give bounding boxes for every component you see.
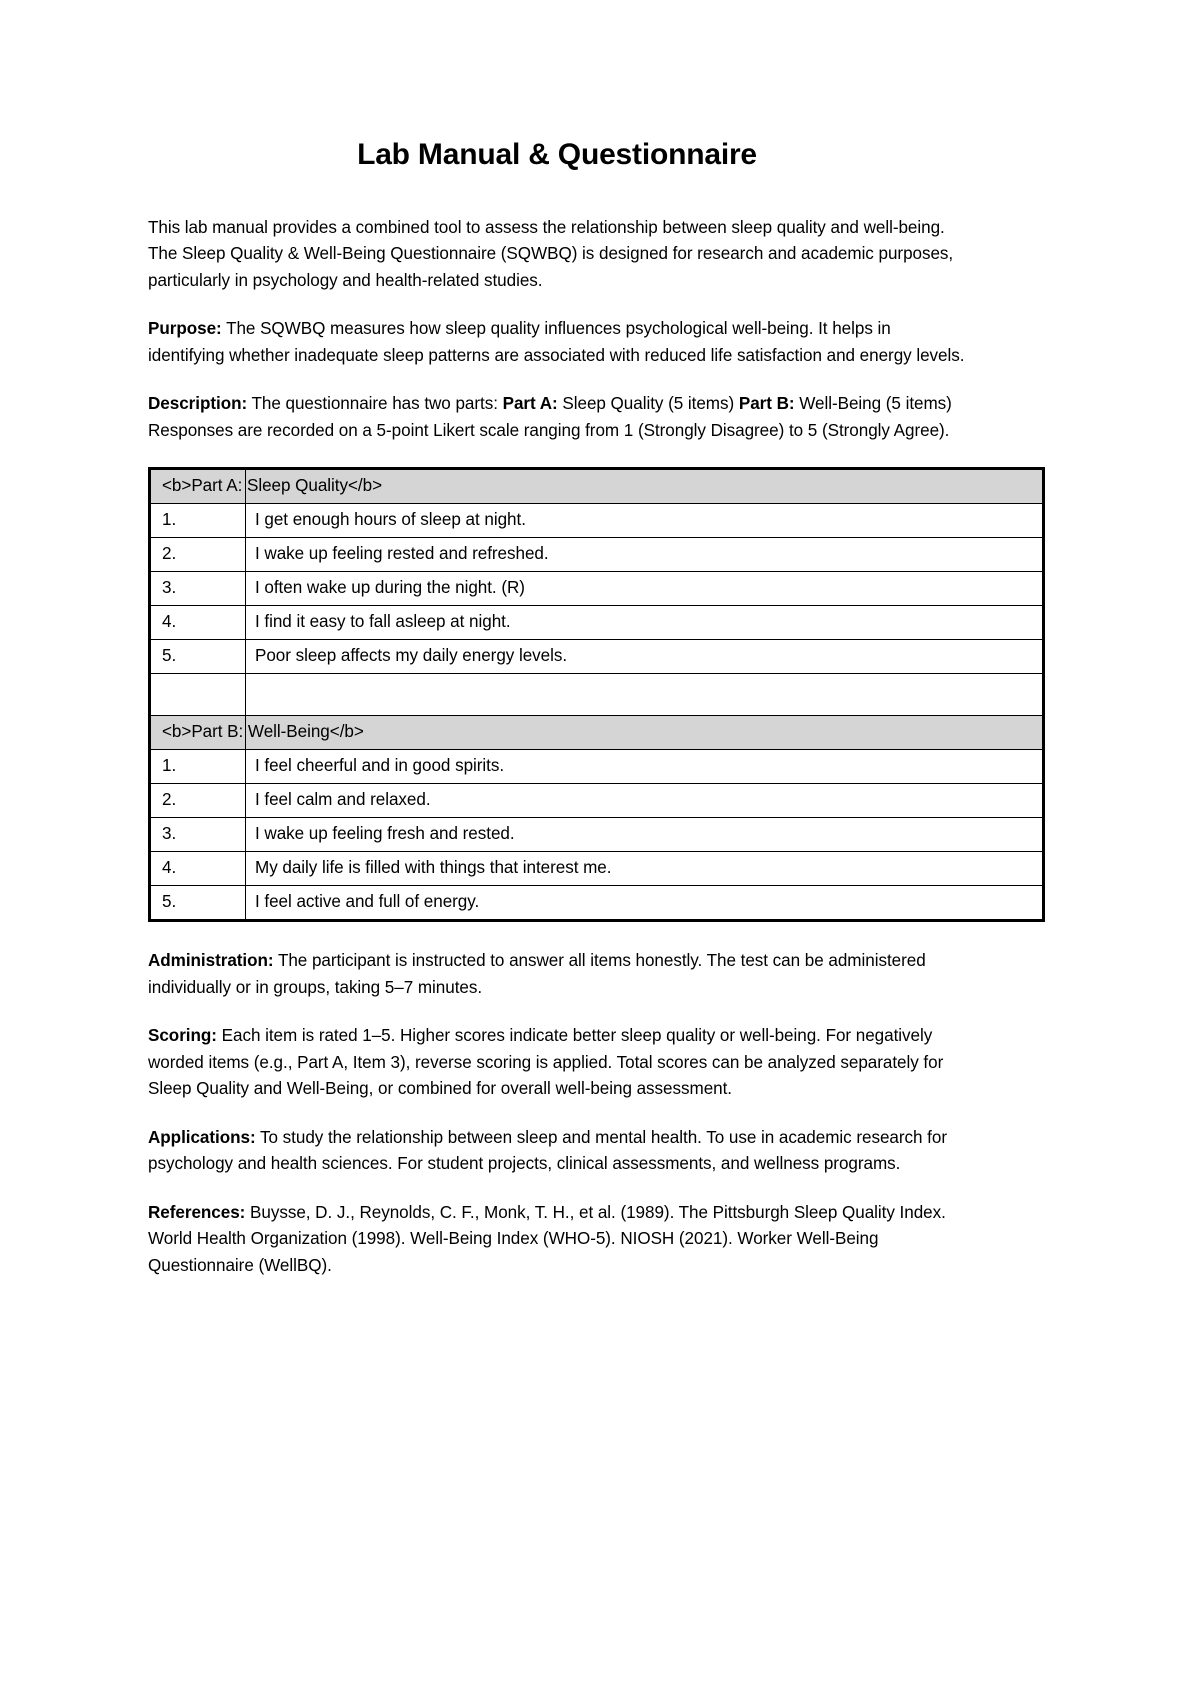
table-row	[150, 640, 1044, 674]
item-number: 3.	[150, 572, 246, 606]
item-text: I wake up feeling rested and refreshed.	[246, 538, 1044, 572]
table-row	[150, 886, 1044, 921]
table-row	[150, 606, 1044, 640]
intro-paragraph: This lab manual provides a combined tool to assess the relationship between sleep quality and well-being. The Sleep Quality & Well-Being Questionnaire (SQWBQ) is designed for research and academic purposes, particularly in psychology and health-related studies.	[148, 217, 954, 290]
item-text: Poor sleep affects my daily energy levels.	[246, 640, 1044, 674]
item-number: 5.	[150, 886, 246, 921]
questionnaire-table	[148, 467, 1045, 922]
item-number: 4.	[150, 606, 246, 640]
applications-paragraph	[148, 1125, 966, 1178]
description-text-1: The questionnaire has two parts:	[247, 394, 503, 413]
table-row	[150, 784, 1044, 818]
item-text: My daily life is filled with things that interest me.	[246, 852, 1044, 886]
item-number: 2.	[150, 784, 246, 818]
part-b-header-text: <b>Part B: Well-Being</b>	[162, 722, 364, 741]
document-body	[148, 138, 966, 1279]
references-paragraph	[148, 1200, 966, 1280]
part-a-inline-label: Part A:	[502, 394, 558, 413]
table-section-header-part-a	[150, 469, 1044, 504]
item-number: 5.	[150, 640, 246, 674]
purpose-paragraph	[148, 316, 966, 369]
item-number: 3.	[150, 818, 246, 852]
part-b-header-cell	[150, 716, 364, 750]
item-text: I wake up feeling fresh and rested.	[246, 818, 1044, 852]
table-row	[150, 750, 1044, 784]
item-text: I feel cheerful and in good spirits.	[246, 750, 1044, 784]
description-paragraph	[148, 391, 966, 444]
item-number: 4.	[150, 852, 246, 886]
table-row	[150, 818, 1044, 852]
administration-label: Administration:	[148, 951, 274, 970]
applications-text: To study the relationship between sleep and mental health. To use in academic research for psychology and health sciences. For student projects, clinical assessments, and wellness programs.	[148, 1127, 947, 1173]
item-text: I often wake up during the night. (R)	[246, 572, 1044, 606]
part-b-header-spill-cell	[246, 716, 1044, 750]
applications-label: Applications:	[148, 1127, 256, 1147]
item-text: I get enough hours of sleep at night.	[246, 504, 1044, 538]
page-title: Lab Manual & Questionnaire	[357, 138, 757, 171]
purpose-label: Purpose:	[148, 319, 222, 338]
administration-paragraph	[148, 948, 966, 1001]
table-row	[150, 572, 1044, 606]
table-spacer-row	[150, 674, 1044, 716]
table-row	[150, 504, 1044, 538]
item-text: I feel active and full of energy.	[246, 886, 1044, 921]
scoring-label: Scoring:	[148, 1026, 217, 1045]
part-a-header-cell	[150, 469, 383, 504]
part-a-header-text: <b>Part A: Sleep Quality</b>	[162, 476, 383, 495]
spacer-text-cell	[246, 674, 1044, 716]
item-number: 1.	[150, 504, 246, 538]
item-text: I find it easy to fall asleep at night.	[246, 606, 1044, 640]
spacer-number-cell	[150, 674, 246, 716]
table-row	[150, 538, 1044, 572]
table-row	[150, 852, 1044, 886]
scoring-text: Each item is rated 1–5. Higher scores indicate better sleep quality or well-being. For negatively worded items (e.g., Part A, Item 3), reverse scoring is applied. Total scores can be analyzed separately for Sleep Quality and Well-Being, or combined for overall well-being assessment.	[148, 1026, 944, 1098]
references-text: Buysse, D. J., Reynolds, C. F., Monk, T. H., et al. (1989). The Pittsburgh Sleep Quality Index. World Health Organization (1998). Well-Being Index (WHO-5). NIOSH (2021). Worker Well-Being Questionnaire (WellBQ).	[148, 1202, 946, 1275]
purpose-text: The SQWBQ measures how sleep quality influences psychological well-being. It helps in identifying whether inadequate sleep patterns are associated with reduced life satisfaction and energy levels.	[148, 319, 965, 365]
description-text-2: Sleep Quality (5 items)	[557, 394, 739, 413]
questionnaire-table-wrapper	[148, 467, 1045, 922]
scoring-paragraph	[148, 1023, 966, 1103]
item-number: 2.	[150, 538, 246, 572]
part-b-inline-label: Part B:	[738, 394, 795, 413]
administration-text: The participant is instructed to answer all items honestly. The test can be administered individually or in groups, taking 5–7 minutes.	[148, 951, 926, 997]
references-label: References:	[148, 1202, 246, 1222]
item-text: I feel calm and relaxed.	[246, 784, 1044, 818]
description-text-3: Well-Being (5 items) Responses are recorded on a 5-point Likert scale ranging from 1 (Strongly Disagree) to 5 (Strongly Agree).	[148, 394, 952, 440]
item-number: 1.	[150, 750, 246, 784]
table-section-header-part-b	[150, 716, 1044, 750]
description-label: Description:	[148, 394, 248, 413]
